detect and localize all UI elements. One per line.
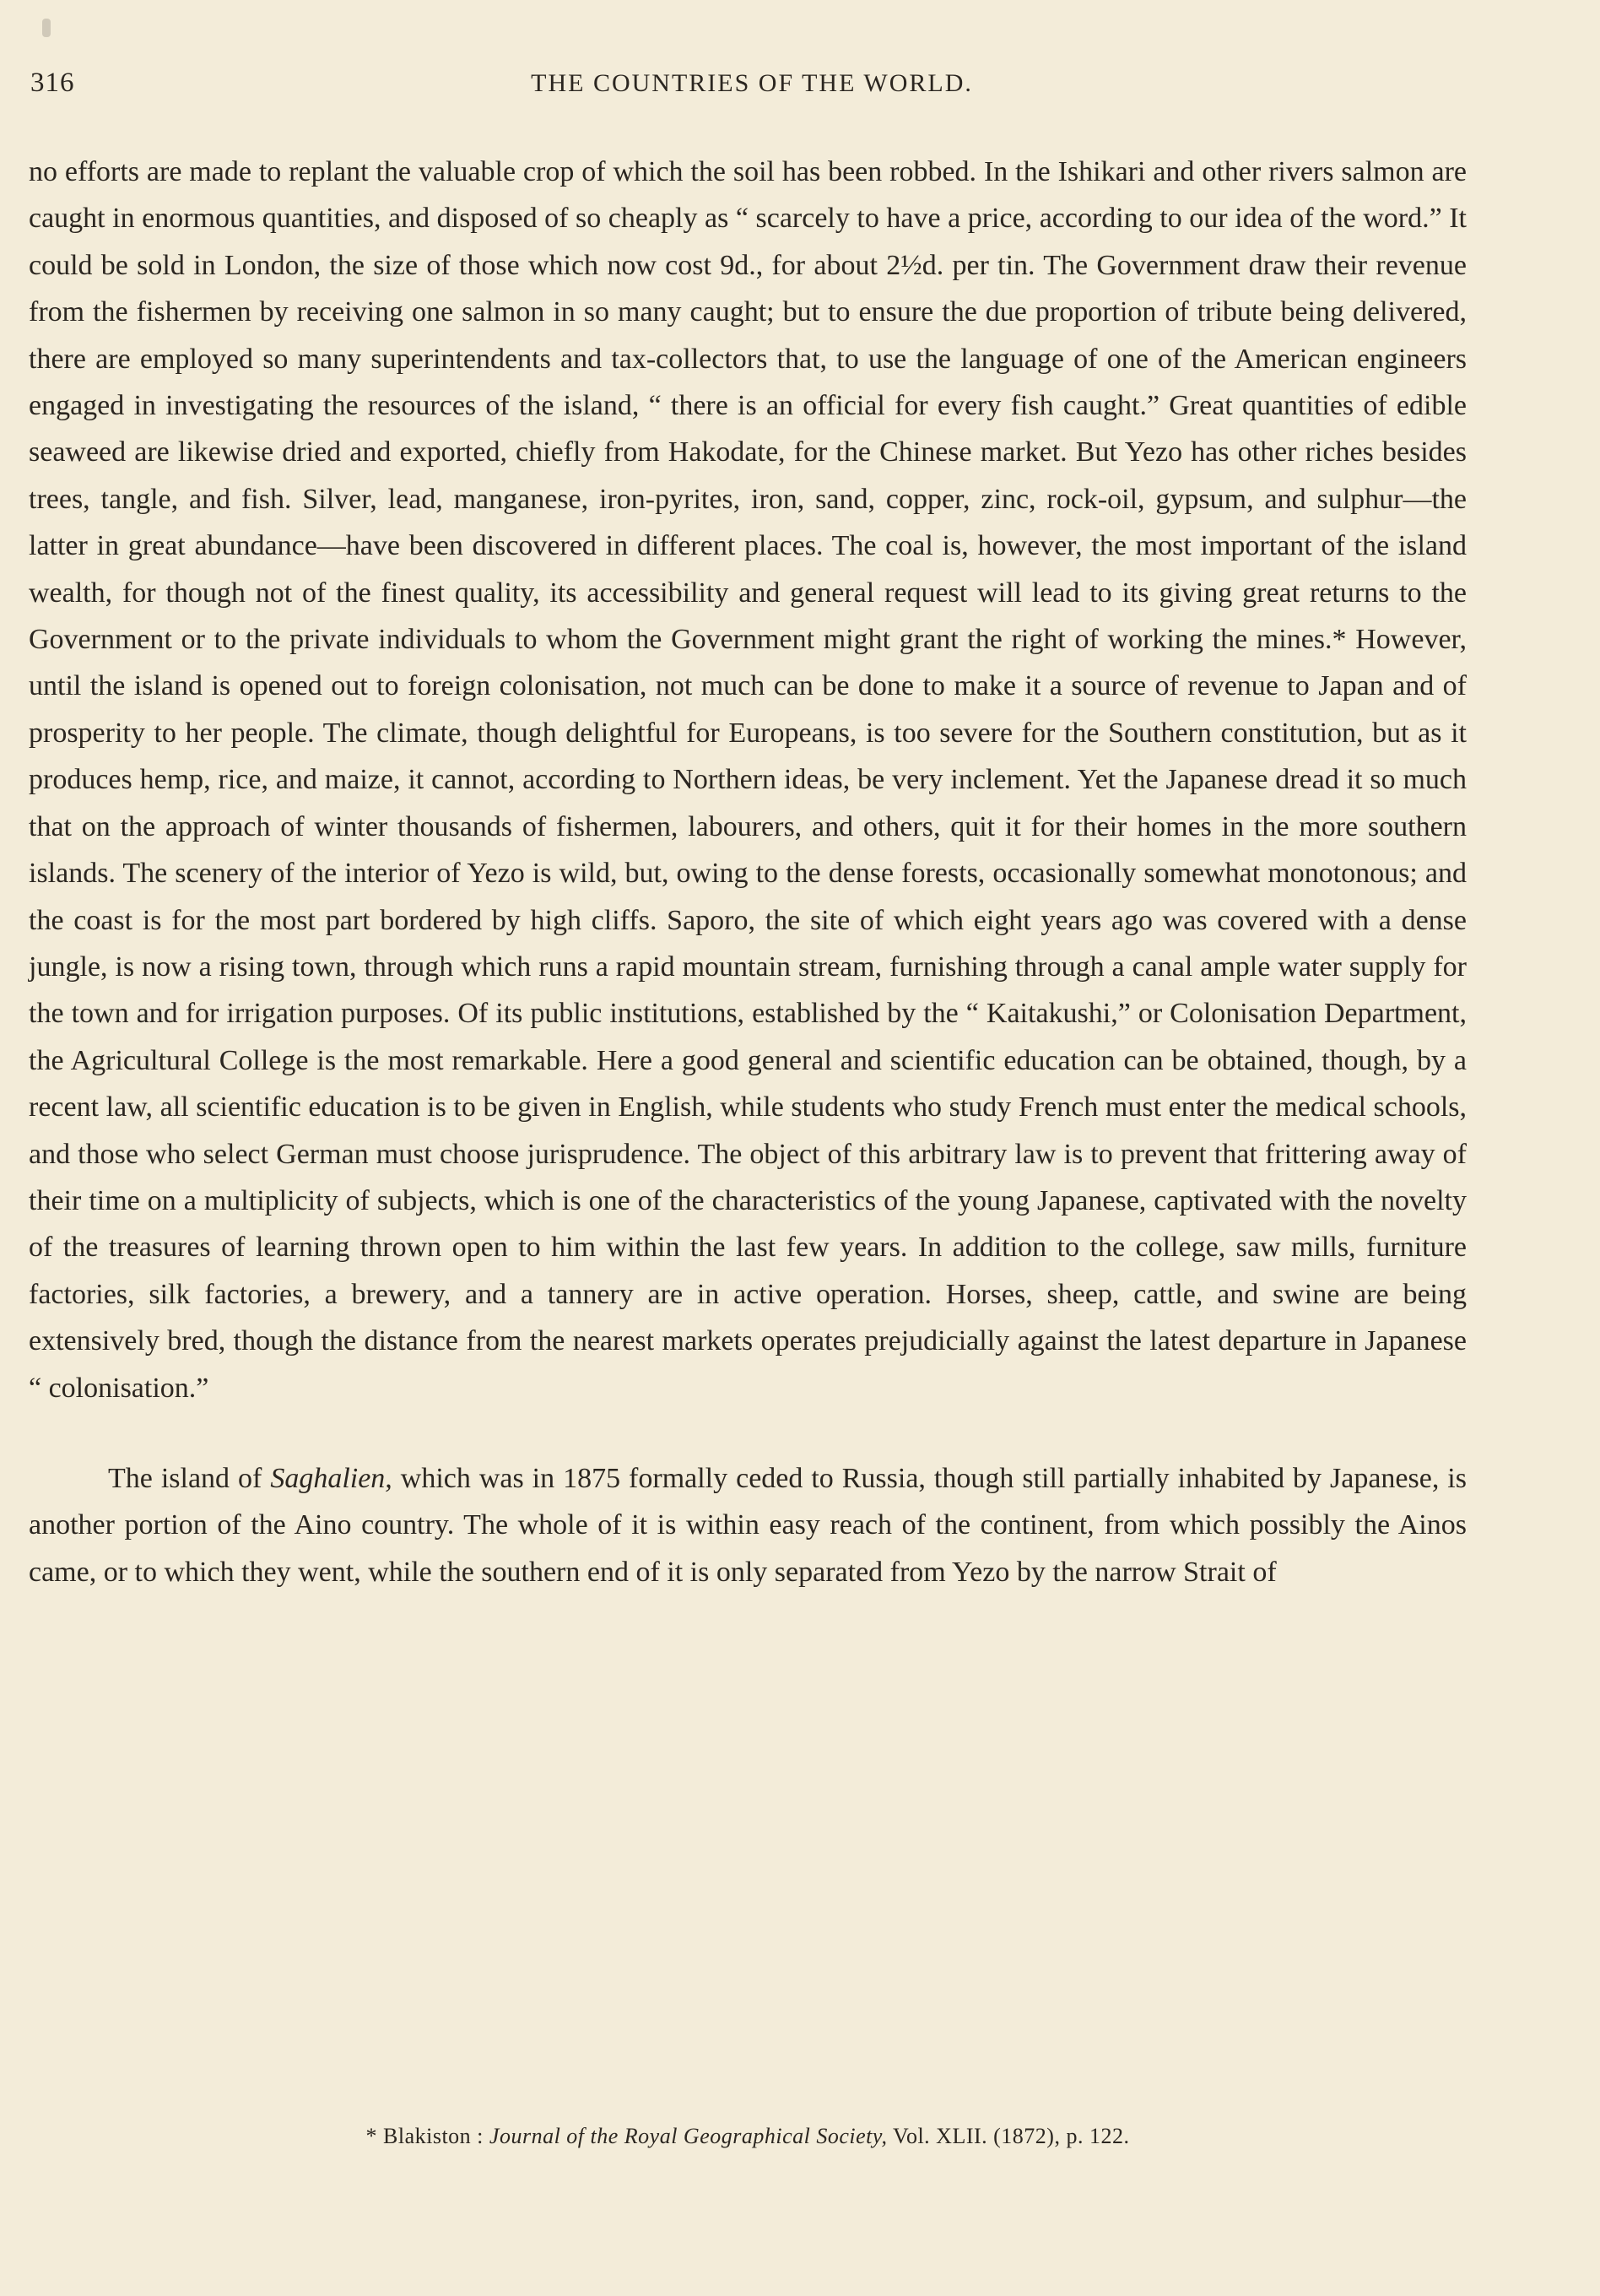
paragraph-rest: which was in 1875 formally ceded to Russia, though still partially inhabited by Japanese, is another portion of the Aino country. The whole of it is within easy reach of the continent, from which possibly the Ainos came, or to which they went, while the southern end of it is only separated from Yezo by the narrow Strait of bbox=[29, 1462, 1467, 1588]
paper-blemish bbox=[42, 19, 51, 37]
body-text bbox=[29, 149, 1467, 1595]
paragraph bbox=[29, 1455, 1467, 1595]
page-number: 316 bbox=[30, 68, 75, 98]
paragraph-lead: The island of bbox=[108, 1462, 271, 1494]
footnote-marker: * Blakiston : bbox=[365, 2124, 489, 2148]
footnote-journal: Journal of the Royal Geographical Society, bbox=[489, 2124, 888, 2148]
paragraph: no efforts are made to replant the valuable crop of which the soil has been robbed. In the Ishikari and other rivers salmon are caught in enormous quantities, and disposed of so cheaply as “ scarcely to have a price, according to our idea of the word.” It could be sold in London, the size of those which now cost 9d., for about 2½d. per tin. The Government draw their revenue from the fishermen by receiving one salmon in so many caught; but to ensure the due proportion of tribute being delivered, there are employed so many superintendents and tax-collectors that, to use the language of one of the American engineers engaged in investigating the resources of the island, “ there is an official for every fish caught.” Great quantities of edible seaweed are likewise dried and exported, chiefly from Hakodate, for the Chinese market. But Yezo has other riches besides trees, tangle, and fish. Silver, lead, manganese, iron-pyrites, iron, sand, copper, zinc, rock-oil, gypsum, and sulphur—the latter in great abundance—have been discovered in different places. The coal is, however, the most important of the island wealth, for though not of the finest quality, its accessibility and general request will lead to its giving great returns to the Government or to the private individuals to whom the Government might grant the right of working the mines.* However, until the island is opened out to foreign colonisation, not much can be done to make it a source of revenue to Japan and of prosperity to her people. The climate, though delightful for Europeans, is too severe for the Southern constitution, but as it produces hemp, rice, and maize, it cannot, according to Northern ideas, be very inclement. Yet the Japanese dread it so much that on the approach of winter thousands of fishermen, labourers, and others, quit it for their homes in the more southern islands. The scenery of the interior of Yezo is wild, but, owing to the dense forests, occasionally somewhat monotonous; and the coast is for the most part bordered by high cliffs. Saporo, the site of which eight years ago was covered with a dense jungle, is now a rising town, through which runs a rapid mountain stream, furnishing through a canal ample water supply for the town and for irrigation purposes. Of its public institutions, established by the “ Kaitakushi,” or Colonisation Department, the Agricultural College is the most remarkable. Here a good general and scientific education can be obtained, though, by a recent law, all scientific education is to be given in English, while students who study French must enter the medical schools, and those who select German must choose jurisprudence. The object of this arbitrary law is to prevent that frittering away of their time on a multiplicity of subjects, which is one of the characteristics of the young Japanese, captivated with the novelty of the treasures of learning thrown open to him within the last few years. In addition to the college, saw mills, furniture factories, silk factories, a brewery, and a tannery are in active operation. Horses, sheep, cattle, and swine are being extensively bred, though the distance from the nearest markets operates prejudicially against the latest departure in Japanese “ colonisation.” bbox=[29, 156, 1467, 1404]
footnote bbox=[29, 2124, 1467, 2149]
running-title: THE COUNTRIES OF THE WORLD. bbox=[531, 69, 973, 97]
page-header bbox=[30, 68, 1473, 110]
place-name-italic: Saghalien, bbox=[270, 1462, 392, 1494]
footnote-details: Vol. XLII. (1872), p. 122. bbox=[887, 2124, 1130, 2148]
